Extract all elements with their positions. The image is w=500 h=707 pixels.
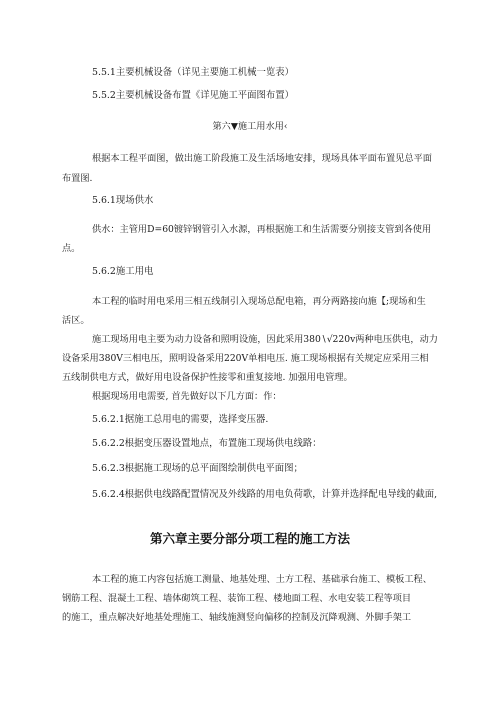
chapter-6-line-1: 本工程的施工内容包括施工测量、地基处理、土方工程、基础承台施工、模板工程、 (92, 574, 432, 585)
power-line-2: 活区。 (62, 315, 90, 326)
section-5-6-2-4: 5.6.2.4根据供电线路配置情况及外线路的用电负荷歌，计算并选择配电导线的截面, (92, 489, 438, 500)
section-5-6-2-1: 5.6.2.1据施工总用电的需要，选择变压器. (92, 414, 269, 425)
water-line-1: 供水：主管用D=60镀锌钢管引入水源，再根据施工和生活需要分别接支管到各使用 (92, 224, 432, 235)
chapter-6-line-3: 的施工，重点解决好地基处理施工、轴线施测竖向偏移的控制及沉降观测、外脚手架工 (62, 612, 412, 623)
chapter-6-title: 第六章主要分部分项工程的施工方法 (149, 531, 350, 546)
section-subtitle: 第六▼施工用水用‹ (212, 121, 288, 132)
chapter-6-line-2: 钢筋工程、混凝土工程、墙体砌筑工程、装饰工程、楼地面工程、水电安装工程等项目 (62, 593, 412, 604)
section-5-5-1: 5.5.1主要机械设备（详见主要施工机械一览表） (92, 67, 294, 78)
power-line-1: 本工程的临时用电采用三相五线制引入现场总配电箱，再分两路接向施【;现场和生 (92, 296, 426, 307)
water-line-2: 点。 (62, 243, 81, 254)
power-line-4: 设备采用380V三相电压，照明设备采用220V单相电压. 施工现场根据有关规定应采用三相 (62, 353, 429, 364)
section-5-6-2-3: 5.6.2.3根据施工现场的总平面图绘制供电平面图； (92, 463, 303, 474)
section-5-6-2: 5.6.2施工用电 (92, 266, 154, 277)
power-line-3: 施工现场用电主要为动力设备和照明设施，因此采用380∖√220v两种电压供电，动力 (92, 334, 438, 345)
intro-line-2: 布置图. (62, 173, 93, 184)
power-line-5: 五线制供电方式，做好用电设备保护性接零和重复接地. 加强用电管理。 (62, 372, 353, 383)
section-5-6-2-2: 5.6.2.2根据变压器设置地点，布置施工现场供电线路： (92, 438, 322, 449)
intro-line-1: 根据本工程平面图，做出施工阶段施工及生活场地安排，现场具体平面布置见总平面 (92, 153, 432, 164)
power-line-6: 根据现场用电需要, 首先做好以下几方面：作： (92, 391, 282, 402)
section-5-6-1: 5.6.1现场供水 (92, 195, 154, 206)
section-5-5-2: 5.5.2主要机械设备布置《详见施工平面图布置） (92, 90, 294, 101)
